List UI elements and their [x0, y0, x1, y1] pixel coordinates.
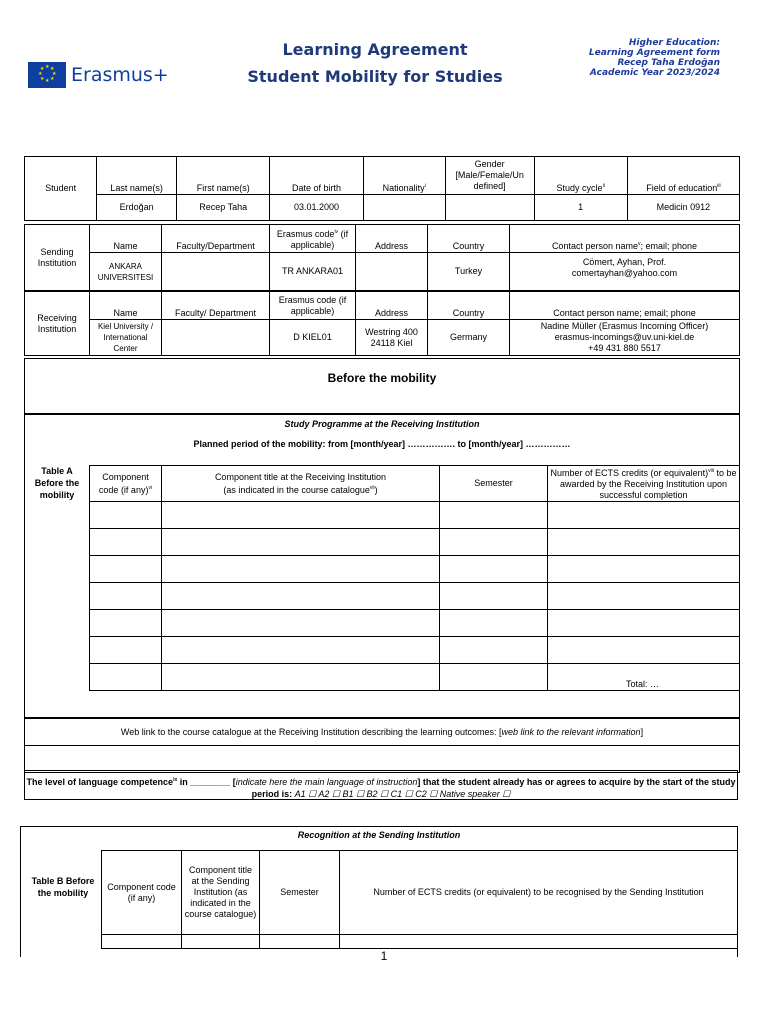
- before-mobility-heading: Before the mobility: [327, 371, 437, 385]
- table-a-cell[interactable]: [90, 556, 162, 583]
- svg-text:★: ★: [50, 76, 55, 82]
- footnote-ref: iv: [334, 228, 339, 235]
- table-b-cell[interactable]: [260, 935, 340, 949]
- col-country: Country: [428, 225, 510, 253]
- before-mobility-box: [24, 358, 740, 414]
- col-semester: Semester: [440, 466, 548, 502]
- sending-contact-value[interactable]: [510, 253, 740, 291]
- svg-text:★: ★: [38, 71, 43, 77]
- footnote-ref: vii: [369, 484, 375, 491]
- language-blank: in ________ [: [177, 777, 236, 787]
- eu-flag-icon: [28, 62, 66, 88]
- first-name-value[interactable]: Recep Taha: [177, 195, 270, 221]
- svg-text:★: ★: [50, 66, 55, 72]
- page-number: 1: [380, 949, 388, 963]
- receiving-table: [24, 291, 740, 356]
- receiving-label: Receiving Institution: [25, 292, 90, 356]
- table-b-cell[interactable]: [102, 935, 182, 949]
- col-component-title-label: Component title at the Receiving Institution: [214, 471, 387, 482]
- student-label: Student: [25, 157, 97, 221]
- dob-value[interactable]: 03.01.2000: [270, 195, 363, 221]
- table-a-cell[interactable]: [162, 529, 440, 556]
- header-meta: [589, 38, 720, 78]
- sending-faculty-value[interactable]: [162, 253, 270, 291]
- col-component-title: Component title at the Receiving Institution (as indicated in the course catalogue$^{vii}$): [162, 466, 440, 502]
- contact-name: Nadine Müller (Erasmus Incoming Officer): [540, 321, 709, 331]
- col-component-code-label: Component code (if any): [98, 471, 149, 495]
- table-a-cell[interactable]: [548, 610, 740, 637]
- col-contact: [510, 225, 740, 253]
- table-a-cell[interactable]: [162, 664, 440, 691]
- table-a-cell[interactable]: [548, 583, 740, 610]
- table-a-cell[interactable]: [162, 502, 440, 529]
- language-text-cont: ] that the student already has or agrees to acquire by the start of the study period is:: [251, 777, 736, 799]
- col-study-cycle: [534, 157, 627, 195]
- table-b-cell[interactable]: [340, 935, 738, 949]
- receiving-contact-value[interactable]: [510, 320, 740, 356]
- sending-table: [24, 224, 740, 291]
- footnote-ref: vi: [148, 484, 153, 491]
- table-a-cell[interactable]: [548, 529, 740, 556]
- table-a-cell[interactable]: [90, 610, 162, 637]
- col-dob: Date of birth: [270, 157, 363, 195]
- col-contact-rest: ; email; phone: [640, 241, 698, 251]
- table-a-cell[interactable]: [440, 664, 548, 691]
- language-row: [24, 770, 738, 800]
- study-cycle-value[interactable]: 1: [534, 195, 627, 221]
- table-a-cell[interactable]: [440, 583, 548, 610]
- sending-name-value[interactable]: ANKARA UNIVERSITESI: [90, 253, 162, 291]
- table-a-cell[interactable]: [548, 556, 740, 583]
- col-faculty: Faculty/Department: [162, 225, 270, 253]
- footnote-ref: i: [424, 183, 426, 189]
- logo-text: Erasmus+: [71, 64, 169, 86]
- contact-phone: +49 431 880 5517: [588, 343, 661, 353]
- footnote-ref: v: [638, 241, 641, 247]
- contact-email: comertayhan@yahoo.com: [571, 268, 678, 278]
- col-ects-recognised: Number of ECTS credits (or equivalent) to be recognised by the Sending Institution: [340, 851, 738, 935]
- table-a-cell[interactable]: [548, 637, 740, 664]
- table-a-box: [24, 414, 740, 718]
- svg-text:★: ★: [45, 64, 50, 70]
- language-placeholder[interactable]: indicate here the main language of instruction: [235, 777, 418, 787]
- table-a-cell[interactable]: [162, 637, 440, 664]
- receiving-address-value[interactable]: Westring 400 24118 Kiel: [356, 320, 428, 356]
- col-address: Address: [356, 292, 428, 320]
- col-ects-note: to be awarded by the Receiving Institution upon successful completion: [559, 468, 737, 500]
- page-subtitle: Student Mobility for Studies: [247, 67, 503, 86]
- language-levels[interactable]: A1 ☐ A2 ☐ B1 ☐ B2 ☐ C1 ☐ C2 ☐ Native speaker ☐: [294, 789, 511, 799]
- svg-text:★: ★: [52, 71, 57, 77]
- header-meta-line: Higher Education:: [628, 38, 720, 48]
- header-meta-line: Academic Year 2023/2024: [589, 68, 720, 78]
- table-b-cell[interactable]: [182, 935, 260, 949]
- col-last-name: Last name(s): [97, 157, 177, 195]
- table-a-cell[interactable]: [90, 583, 162, 610]
- col-component-code: Component code (if any): [102, 851, 182, 935]
- footnote-ref: viii: [708, 468, 714, 474]
- page-title: Learning Agreement: [282, 40, 468, 59]
- col-erasmus-code: [270, 225, 356, 253]
- receiving-code-value[interactable]: D KIEL01: [270, 320, 356, 356]
- table-b-box: [20, 826, 738, 957]
- col-first-name: First name(s): [177, 157, 270, 195]
- col-field: [627, 157, 739, 195]
- svg-text:★: ★: [40, 76, 45, 82]
- table-a: [89, 465, 740, 691]
- table-b-caption: Recognition at the Sending Institution: [297, 830, 461, 840]
- table-b-label: Table B Before the mobility: [31, 876, 95, 898]
- contact-name: Cömert, Ayhan, Prof.: [582, 257, 667, 267]
- table-a-cell[interactable]: [162, 610, 440, 637]
- col-address: Address: [356, 225, 428, 253]
- table-a-cell[interactable]: [90, 502, 162, 529]
- header-meta-line: Recep Taha Erdoğan: [617, 58, 720, 68]
- svg-text:★: ★: [45, 78, 50, 84]
- sending-address-value[interactable]: [356, 253, 428, 291]
- col-ects-label: Number of ECTS credits (or equivalent): [550, 468, 709, 478]
- table-a-cell[interactable]: [548, 502, 740, 529]
- receiving-faculty-value[interactable]: [162, 320, 270, 356]
- col-country: Country: [428, 292, 510, 320]
- col-component-title-note: (as indicated in the course catalogue: [223, 484, 370, 495]
- col-nationality-label: Nationality: [382, 183, 425, 193]
- col-component-code: [90, 466, 162, 502]
- table-a-cell[interactable]: [440, 556, 548, 583]
- table-a-cell[interactable]: [162, 583, 440, 610]
- table-a-cell[interactable]: [440, 610, 548, 637]
- footnote-ref: ii: [602, 183, 605, 189]
- student-table: [24, 156, 740, 221]
- language-label: The level of language competence: [26, 777, 174, 787]
- footnote-ref: iii: [717, 183, 721, 189]
- table-a-cell[interactable]: [90, 664, 162, 691]
- last-name-value[interactable]: Erdoğan: [97, 195, 177, 221]
- language-text: [27, 777, 236, 787]
- sending-country-value[interactable]: Turkey: [428, 253, 510, 291]
- field-value[interactable]: Medicin 0912: [627, 195, 739, 221]
- table-a-label: Table A Before the mobility: [34, 466, 80, 500]
- sending-label: Sending Institution: [25, 225, 90, 291]
- table-a-cell[interactable]: [440, 502, 548, 529]
- col-faculty: Faculty/ Department: [162, 292, 270, 320]
- receiving-name-value[interactable]: Kiel University / International Center: [90, 320, 162, 356]
- col-name: Name: [90, 225, 162, 253]
- col-ects: [548, 466, 740, 502]
- weblink-row: [24, 718, 740, 746]
- receiving-country-value[interactable]: Germany: [428, 320, 510, 356]
- weblink-prefix: Web link to the course catalogue at the Receiving Institution describing the learning outcomes: [: [120, 727, 502, 737]
- table-b: [101, 850, 738, 949]
- mobility-period: Planned period of the mobility: from [month/year] ……………. to [month/year] ……………: [193, 439, 571, 449]
- col-contact: Contact person name; email; phone: [510, 292, 740, 320]
- col-field-label: Field of education: [646, 183, 718, 193]
- nationality-value[interactable]: [363, 195, 445, 221]
- contact-email: erasmus-incomings@uv.uni-kiel.de: [554, 332, 695, 342]
- table-a-cell[interactable]: [440, 637, 548, 664]
- col-erasmus-code-label: Erasmus code: [276, 228, 335, 239]
- header-meta-line: Learning Agreement form: [588, 48, 720, 58]
- sending-code-value[interactable]: TR ANKARA01: [270, 253, 356, 291]
- col-component-title: Component title at the Sending Institution (as indicated in the course catalogue): [182, 851, 260, 935]
- col-contact-label: Contact person name: [551, 241, 638, 251]
- col-gender: Gender [Male/Female/Un defined]: [445, 157, 534, 195]
- empty-row: [24, 745, 740, 773]
- weblink-suffix: ]: [640, 727, 644, 737]
- table-a-cell[interactable]: [440, 529, 548, 556]
- weblink-placeholder[interactable]: web link to the relevant information: [501, 727, 641, 737]
- table-a-cell[interactable]: [162, 556, 440, 583]
- erasmus-logo: [28, 62, 169, 90]
- col-erasmus-code-note: (if applicable): [290, 228, 349, 250]
- table-a-cell[interactable]: [90, 529, 162, 556]
- col-name: Name: [90, 292, 162, 320]
- col-nationality: [363, 157, 445, 195]
- svg-text:★: ★: [40, 66, 45, 72]
- table-a-caption: Study Programme at the Receiving Institution: [284, 419, 480, 429]
- ects-total[interactable]: Total: …: [548, 664, 740, 691]
- col-semester: Semester: [260, 851, 340, 935]
- gender-value[interactable]: [445, 195, 534, 221]
- table-a-cell[interactable]: [90, 637, 162, 664]
- col-erasmus-code: Erasmus code (if applicable): [270, 292, 356, 320]
- footnote-ref: ix: [173, 777, 178, 783]
- col-study-cycle-label: Study cycle: [556, 183, 603, 193]
